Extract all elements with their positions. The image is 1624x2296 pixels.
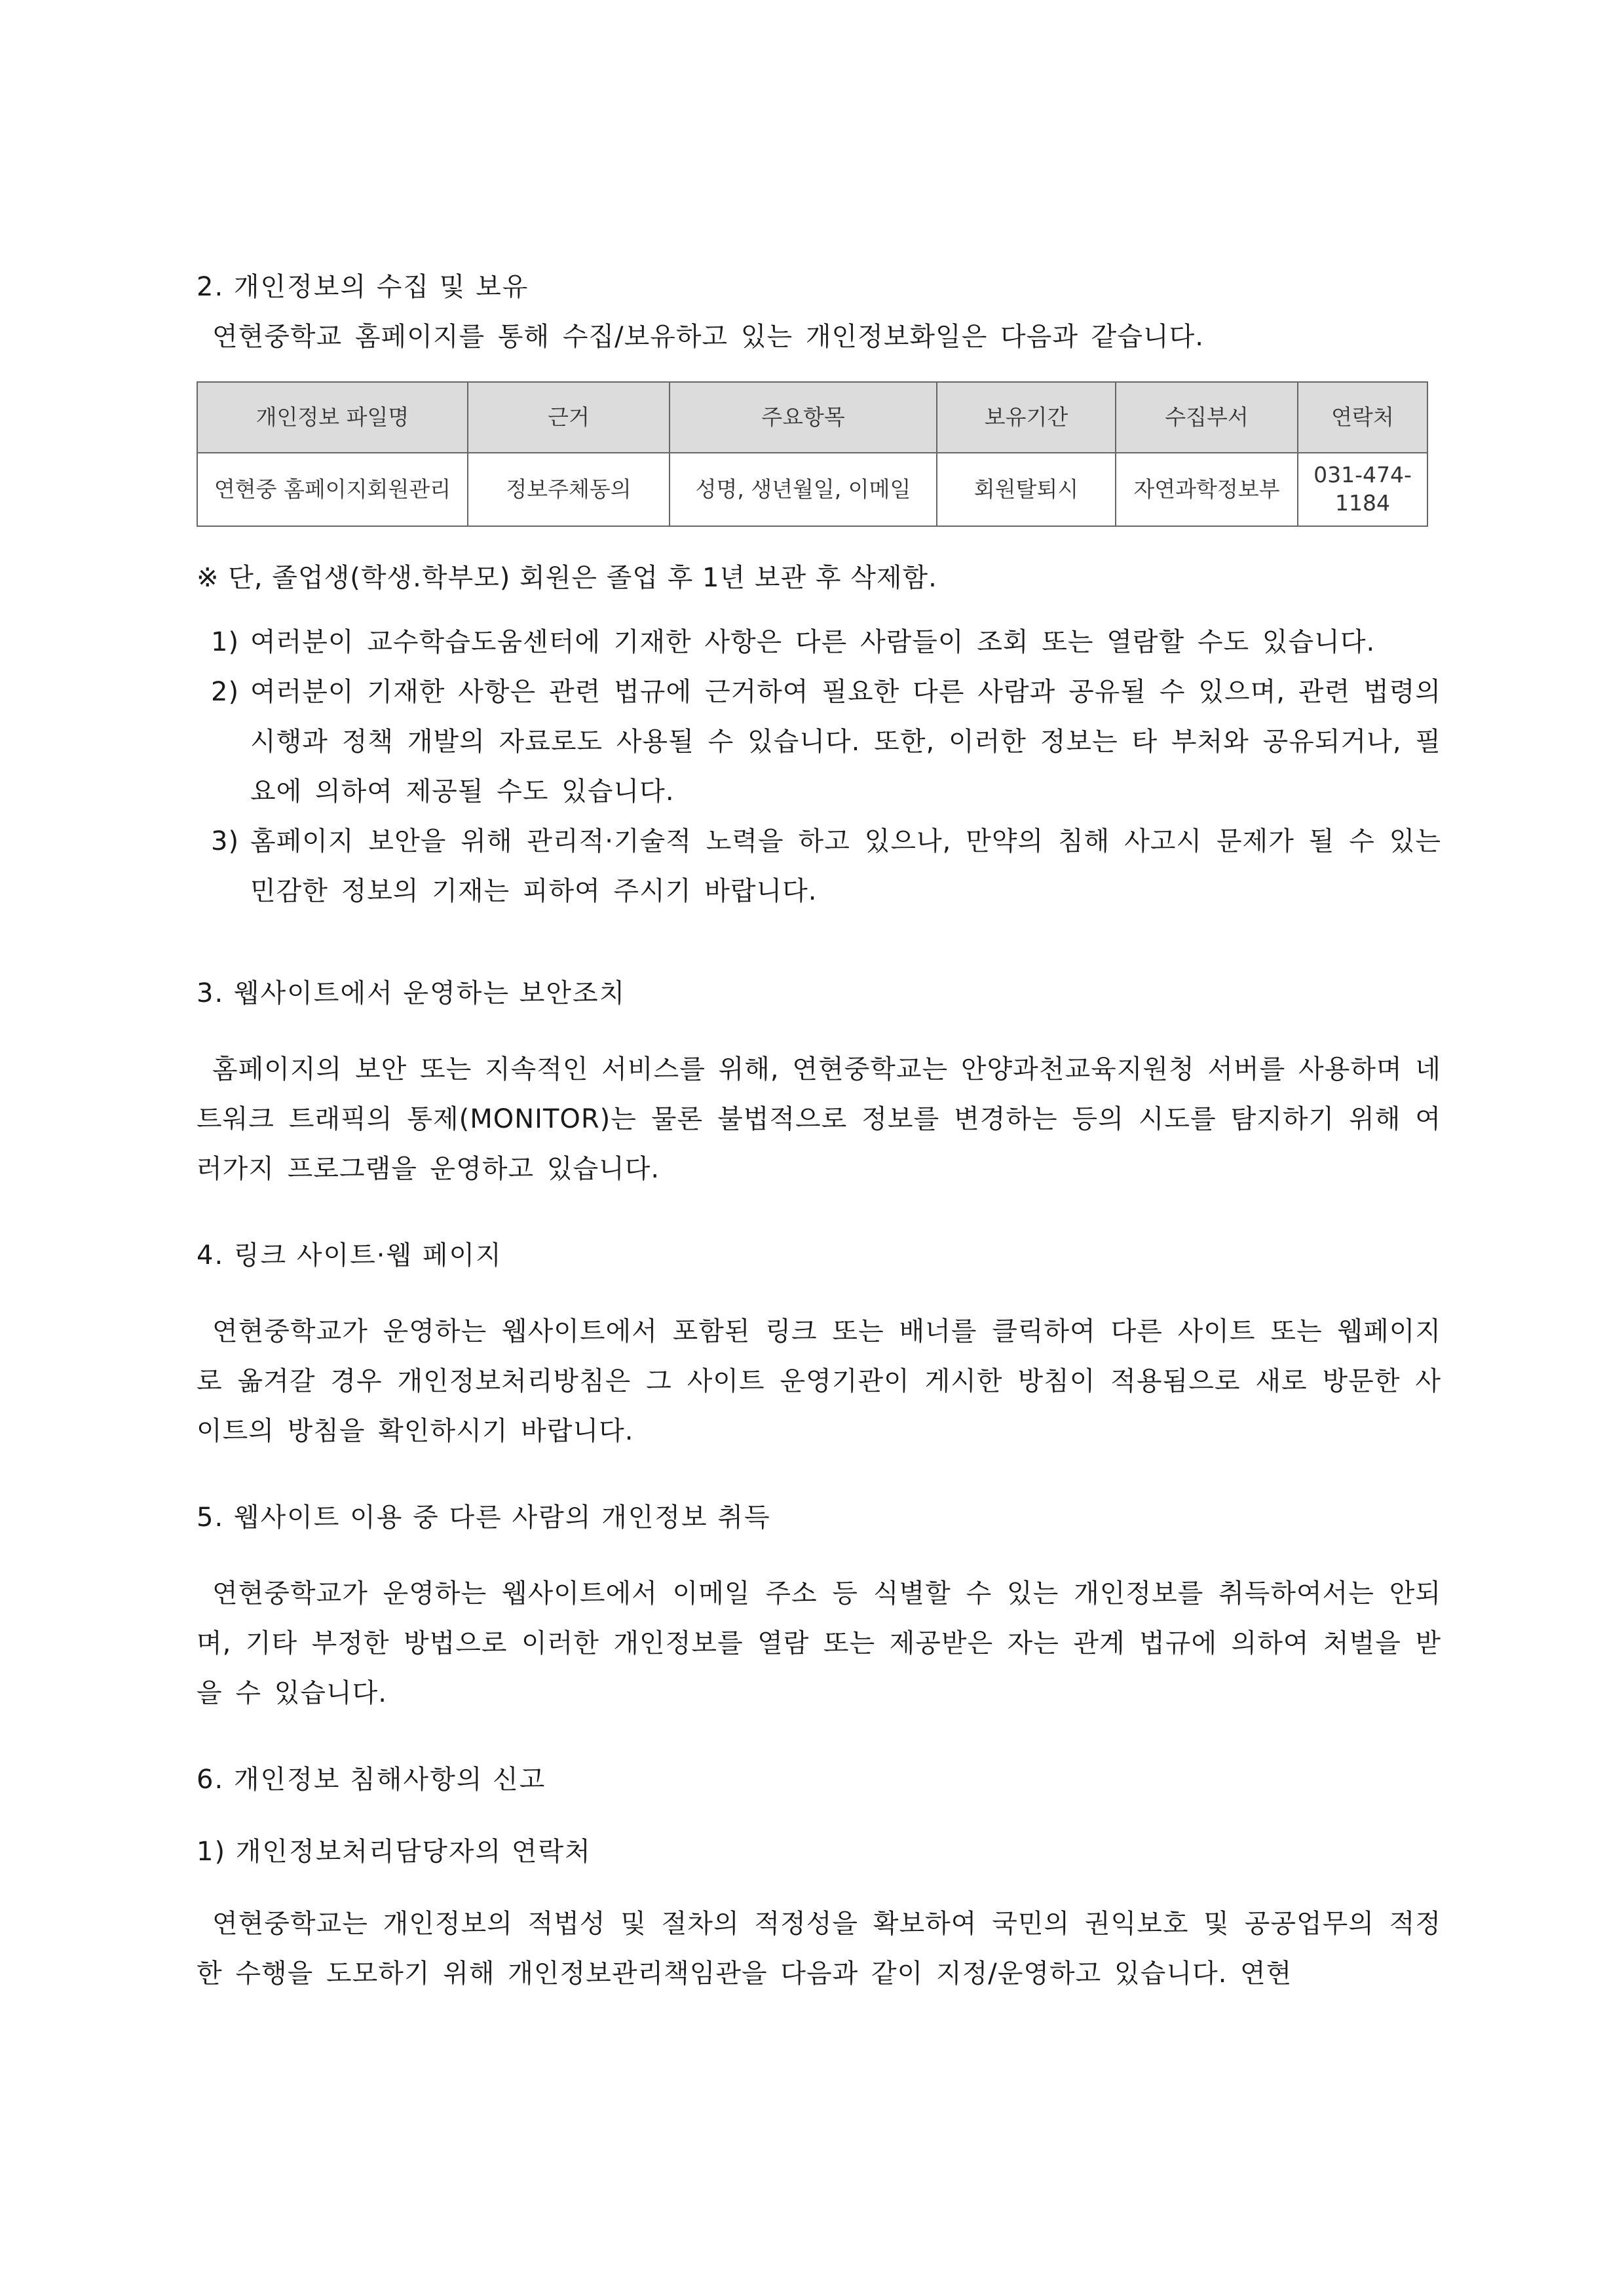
section-2-heading: 2. 개인정보의 수집 및 보유 bbox=[197, 272, 529, 302]
section-3 bbox=[197, 968, 1441, 1194]
section-5-body: 연현중학교가 운영하는 웹사이트에서 이메일 주소 등 식별할 수 있는 개인정보를 취득하여서는 안되며, 기타 부정한 방법으로 이러한 개인정보를 열람 또는 제공받은 자는 관계 법규에 의하여 처벌을 받을 수 있습니다. bbox=[197, 1578, 1441, 1708]
table-cell: 연현중 홈페이지회원관리 bbox=[197, 453, 468, 526]
table-header-cell: 개인정보 파일명 bbox=[197, 382, 468, 453]
list-item-number: 3) bbox=[211, 826, 240, 856]
section-6-body: 연현중학교는 개인정보의 적법성 및 절차의 적정성을 확보하여 국민의 권익보호 및 공공업무의 적정한 수행을 도모하기 위해 개인정보관리책임관을 다음과 같이 지정/운영하고 있습니다. 연현 bbox=[197, 1909, 1441, 1989]
section-3-heading: 3. 웹사이트에서 운영하는 보안조치 bbox=[197, 978, 626, 1008]
list-item-text: 여러분이 기재한 사항은 관련 법규에 근거하여 필요한 다른 사람과 공유될 수 있으며, 관련 법령의 시행과 정책 개발의 자료로도 사용될 수 있습니다. 또한, 이러한 정보는 타 부처와 공유되거나, 필요에 의하여 제공될 수도 있습니다. bbox=[250, 677, 1441, 807]
document-page bbox=[197, 262, 1441, 1999]
section-6-heading: 6. 개인정보 침해사항의 신고 bbox=[197, 1765, 546, 1795]
table-header-cell: 근거 bbox=[468, 382, 670, 453]
table-cell: 정보주체동의 bbox=[468, 453, 670, 526]
section-6 bbox=[197, 1755, 1441, 1999]
table-header-cell: 수집부서 bbox=[1116, 382, 1298, 453]
section-5-heading: 5. 웹사이트 이용 중 다른 사람의 개인정보 취득 bbox=[197, 1502, 771, 1533]
section-2-intro: 연현중학교 홈페이지를 통해 수집/보유하고 있는 개인정보화일은 다음과 같습니다. bbox=[212, 322, 1204, 352]
list-item-number: 1) bbox=[211, 627, 240, 657]
section-2-list bbox=[197, 617, 1441, 916]
table-cell: 성명, 생년월일, 이메일 bbox=[670, 453, 937, 526]
table-row bbox=[197, 453, 1427, 526]
list-item-text: 여러분이 교수학습도움센터에 기재한 사항은 다른 사람들이 조회 또는 열람할 수도 있습니다. bbox=[250, 627, 1376, 657]
section-4-body: 연현중학교가 운영하는 웹사이트에서 포함된 링크 또는 배너를 클릭하여 다른 사이트 또는 웹페이지로 옮겨갈 경우 개인정보처리방침은 그 사이트 운영기관이 게시한 방침이 적용됨으로 새로 방문한 사이트의 방침을 확인하시기 바랍니다. bbox=[197, 1316, 1441, 1446]
list-item-text: 홈페이지 보안을 위해 관리적·기술적 노력을 하고 있으나, 만약의 침해 사고시 문제가 될 수 있는 민감한 정보의 기재는 피하여 주시기 바랍니다. bbox=[250, 826, 1441, 906]
list-item-number: 2) bbox=[211, 677, 240, 707]
table-header-row bbox=[197, 382, 1427, 453]
section-3-body: 홈페이지의 보안 또는 지속적인 서비스를 위해, 연현중학교는 안양과천교육지원청 서버를 사용하며 네트워크 트래픽의 통제(MONITOR)는 물론 불법적으로 정보를 변경하는 등의 시도를 탐지하기 위해 여러가지 프로그램을 운영하고 있습니다. bbox=[197, 1054, 1441, 1184]
table-cell: 031-474-1184 bbox=[1298, 453, 1427, 526]
section-6-subheading: 1) 개인정보처리담당자의 연락처 bbox=[197, 1837, 592, 1867]
section-4-heading: 4. 링크 사이트·웹 페이지 bbox=[197, 1240, 502, 1271]
table-cell: 회원탈퇴시 bbox=[937, 453, 1116, 526]
retention-note: ※ 단, 졸업생(학생.학부모) 회원은 졸업 후 1년 보관 후 삭제함. bbox=[197, 563, 937, 593]
list-item bbox=[197, 816, 1441, 916]
personal-info-file-table bbox=[197, 381, 1428, 527]
table-header-cell: 주요항목 bbox=[670, 382, 937, 453]
section-5 bbox=[197, 1493, 1441, 1718]
table-header-cell: 보유기간 bbox=[937, 382, 1116, 453]
section-4 bbox=[197, 1231, 1441, 1456]
list-item bbox=[197, 617, 1441, 667]
table-cell: 자연과학정보부 bbox=[1116, 453, 1298, 526]
table-header-cell: 연락처 bbox=[1298, 382, 1427, 453]
list-item bbox=[197, 667, 1441, 816]
